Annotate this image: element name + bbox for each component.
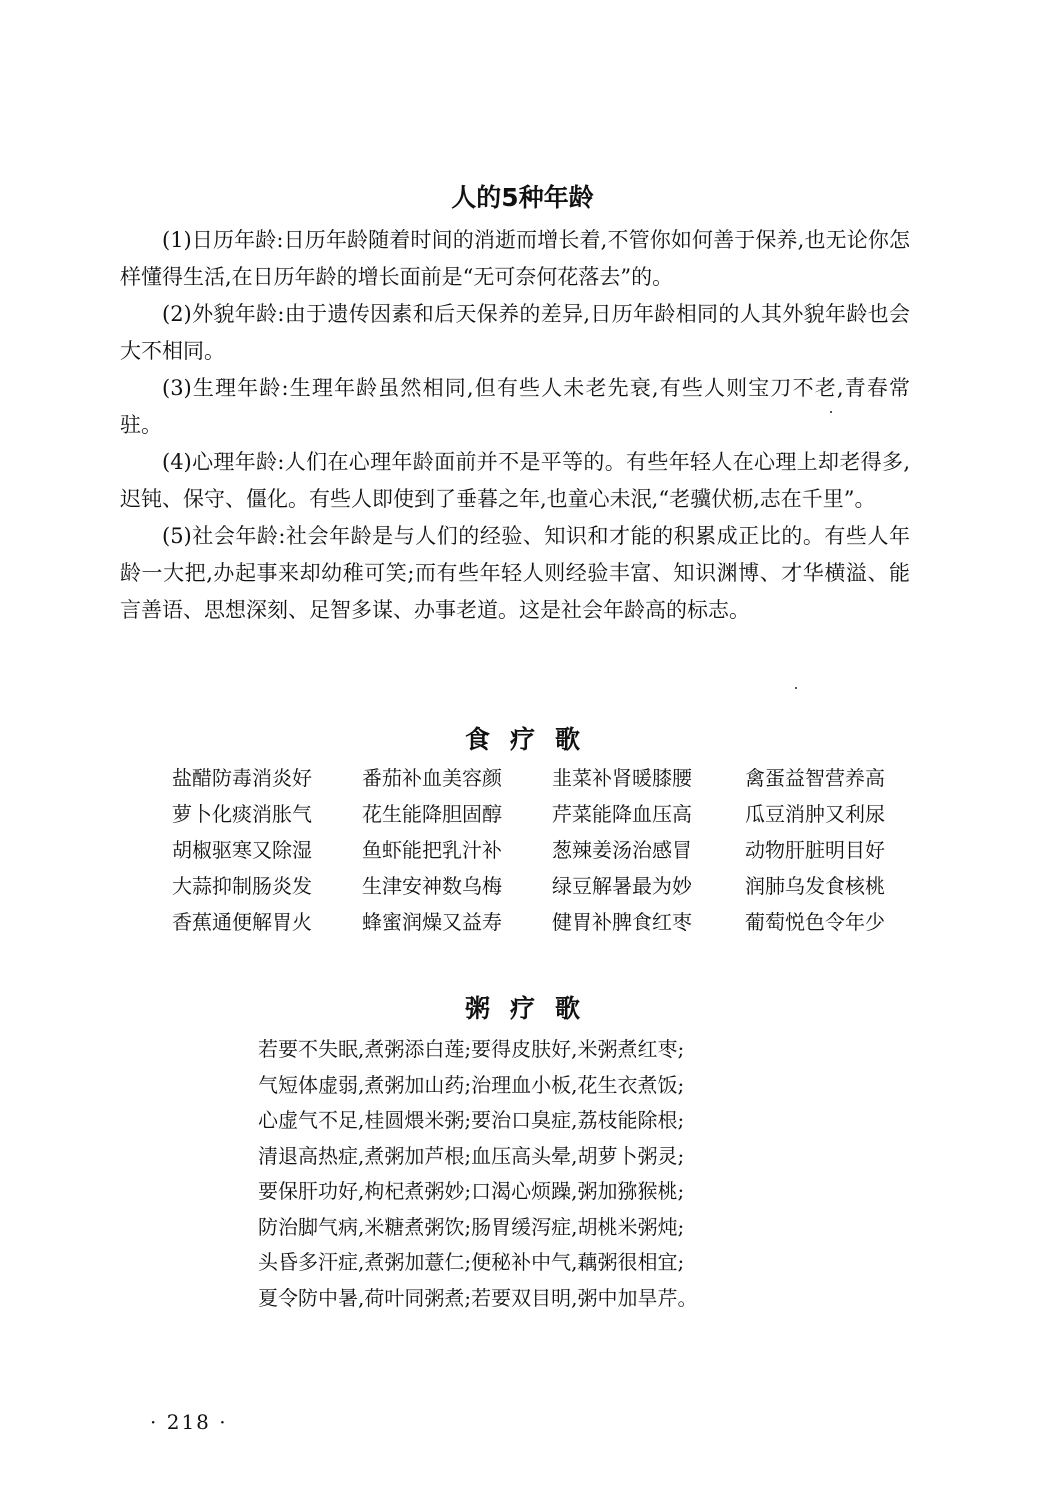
paragraph-social-age: (5)社会年龄:社会年龄是与人们的经验、知识和才能的积累成正比的。有些人年龄一大把,办起事来却幼稚可笑;而有些年轻人则经验丰富、知识渊博、才华横溢、能言善语、思想深刻、足智多谋、办事老道。这是社会年龄高的标志。 [120, 524, 910, 622]
food-verse: 鱼虾能把乳汁补 [362, 838, 502, 862]
scan-speck [795, 687, 797, 689]
food-verse: 韭菜补肾暖膝腰 [552, 766, 692, 790]
poem-line: 防治脚气病,米糖煮粥饮;肠胃缓泻症,胡桃米粥炖; [258, 1214, 685, 1239]
paragraph-physiological-age: (3)生理年龄:生理年龄虽然相同,但有些人未老先衰,有些人则宝刀不老,青春常驻。 [120, 376, 910, 437]
food-verse: 花生能降胆固醇 [362, 802, 502, 826]
food-verse: 生津安神数乌梅 [362, 874, 502, 898]
paragraph-psychological-age: (4)心理年龄:人们在心理年龄面前并不是平等的。有些年轻人在心理上却老得多,迟钝、保守、僵化。有些人即使到了垂暮之年,也童心未泯,“老骥伏枥,志在千里”。 [120, 450, 910, 511]
poem-line: 头昏多汗症,煮粥加薏仁;便秘补中气,藕粥很相宜; [258, 1250, 685, 1274]
food-verse: 禽蛋益智营养高 [745, 766, 885, 790]
food-verse: 芹菜能降血压高 [552, 802, 692, 826]
poem-line: 若要不失眠,煮粥添白莲;要得皮肤好,米粥煮红枣; [258, 1037, 685, 1061]
article-body [120, 222, 910, 629]
porridge-song-poem [258, 1032, 798, 1316]
poem-line: 夏令防中暑,荷叶同粥煮;若要双目明,粥中加旱芹。 [258, 1285, 698, 1310]
page-number: · 218 · [150, 1410, 228, 1434]
poem-line: 清退高热症,煮粥加芦根;血压高头晕,胡萝卜粥灵; [258, 1143, 685, 1168]
poem-line: 要保肝功好,枸杞煮粥妙;口渴心烦躁,粥加猕猴桃; [258, 1179, 685, 1203]
food-verse: 胡椒驱寒又除湿 [172, 838, 312, 862]
food-verse: 健胃补脾食红枣 [552, 910, 692, 934]
food-verse: 大蒜抑制肠炎发 [172, 874, 312, 898]
food-verse: 润肺乌发食核桃 [745, 874, 885, 898]
food-verse: 香蕉通便解胃火 [172, 910, 312, 934]
food-verse: 瓜豆消肿又利尿 [745, 802, 885, 826]
paragraph-calendar-age: (1)日历年龄:日历年龄随着时间的消逝而增长着,不管你如何善于保养,也无论你怎样懂得生活,在日历年龄的增长面前是“无可奈何花落去”的。 [120, 228, 910, 289]
article-title: 人的5种年龄 [451, 182, 594, 212]
food-verse: 番茄补血美容颜 [362, 766, 502, 790]
scan-speck [830, 411, 832, 413]
porridge-song-title: 粥疗歌 [464, 993, 600, 1023]
poem-line: 心虚气不足,桂圆煨米粥;要治口臭症,荔枝能除根; [258, 1108, 685, 1132]
food-verse: 蜂蜜润燥又益寿 [362, 910, 502, 934]
food-song-grid [172, 760, 912, 940]
food-verse: 动物肝脏明目好 [745, 838, 885, 862]
food-song-title: 食疗歌 [464, 724, 600, 754]
poem-line: 气短体虚弱,煮粥加山药;治理血小板,花生衣煮饭; [258, 1072, 685, 1097]
food-verse: 葡萄悦色令年少 [745, 910, 885, 934]
food-verse: 盐醋防毒消炎好 [172, 766, 312, 790]
food-verse: 萝卜化痰消胀气 [172, 802, 312, 826]
food-verse: 葱辣姜汤治感冒 [552, 838, 692, 862]
paragraph-appearance-age: (2)外貌年龄:由于遗传因素和后天保养的差异,日历年龄相同的人其外貌年龄也会大不相同。 [120, 302, 910, 363]
food-verse: 绿豆解暑最为妙 [552, 874, 692, 898]
